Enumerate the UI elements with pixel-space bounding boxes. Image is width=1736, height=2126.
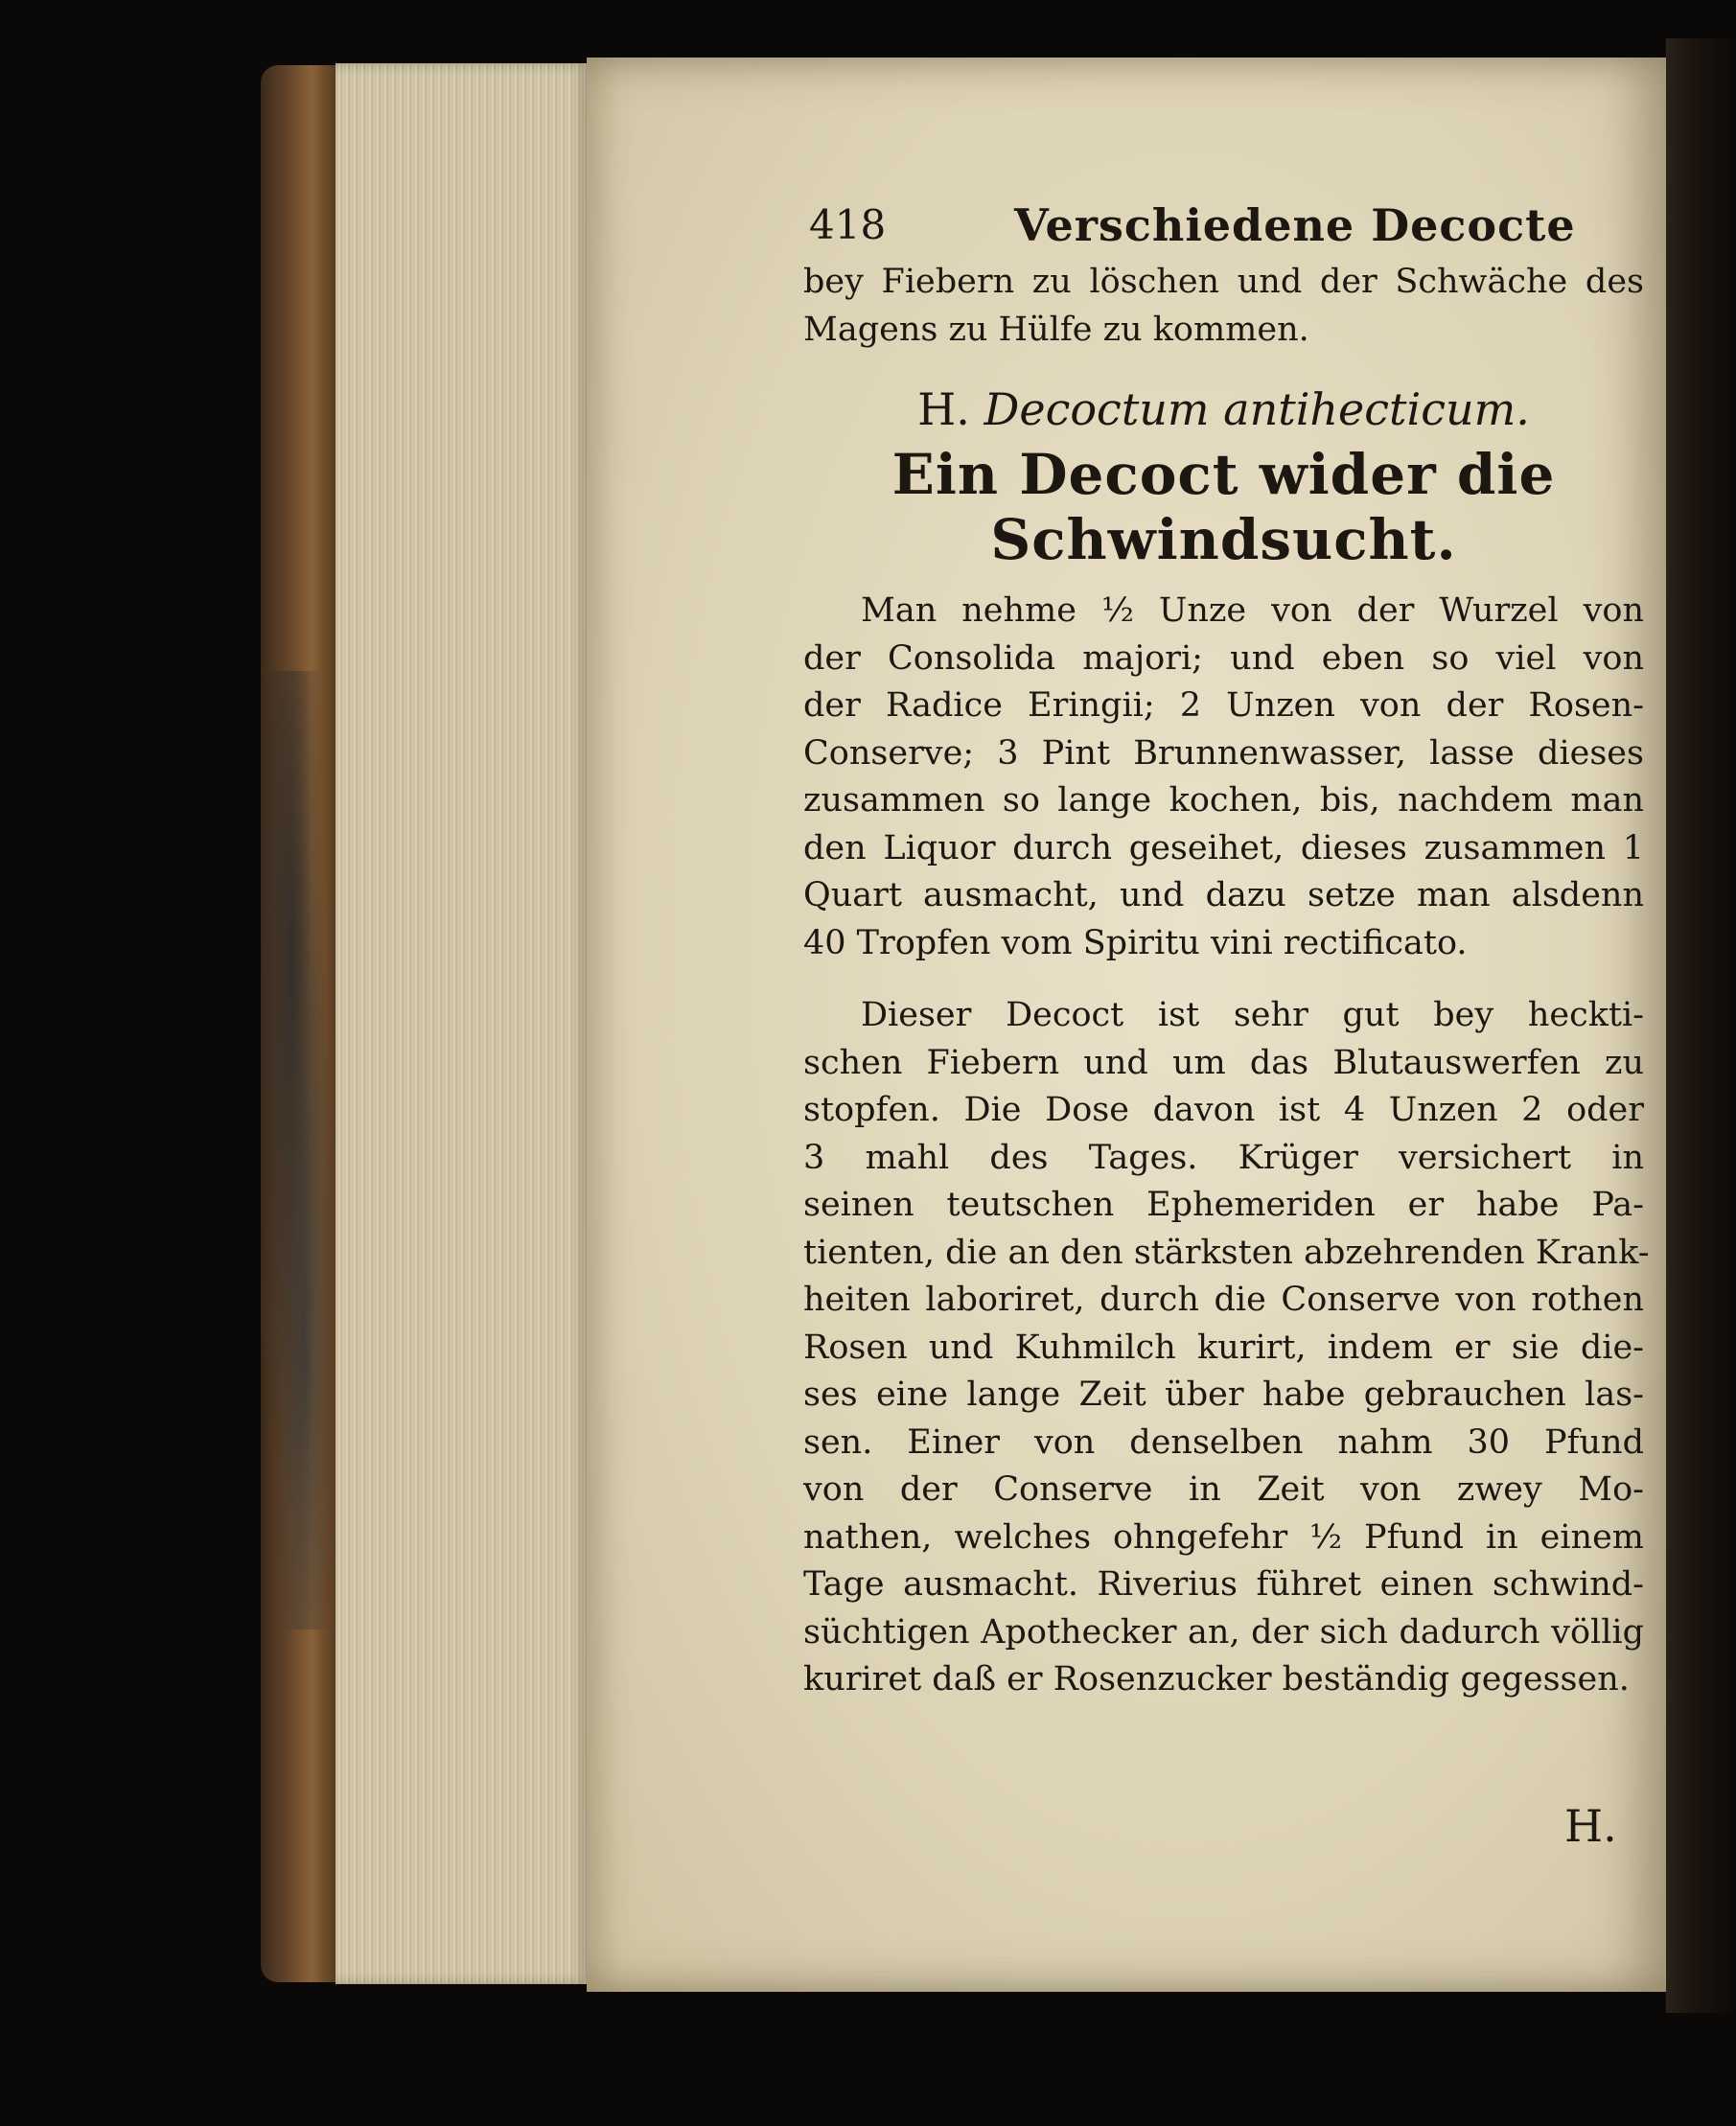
text-line: bey Fiebern zu löschen und der Schwäche des bbox=[803, 263, 1644, 301]
section-latin-title: Decoctum antihecticum. bbox=[984, 383, 1530, 435]
text-line: süchtigen Apothecker an, der sich dadurch völlig bbox=[803, 1612, 1644, 1652]
paragraph-2 bbox=[803, 992, 1650, 1704]
paragraph-1 bbox=[803, 588, 1644, 967]
text-line: der Radice Eringii; 2 Unzen von der Rosen- bbox=[803, 686, 1644, 725]
text-line: Man nehme ½ Unze von der Wurzel von bbox=[861, 591, 1644, 630]
text-line: schen Fiebern und um das Blutauswerfen zu bbox=[803, 1043, 1644, 1082]
text-line: von der Conserve in Zeit von zwey Mo- bbox=[803, 1470, 1644, 1509]
text-line: Rosen und Kuhmilch kurirt, indem er sie die- bbox=[803, 1328, 1644, 1367]
text-line: stopfen. Die Dose davon ist 4 Unzen 2 oder bbox=[803, 1091, 1644, 1129]
text-line: nathen, welches ohngefehr ½ Pfund in einem bbox=[803, 1517, 1644, 1557]
text-line: tienten, die an den stärksten abzehrenden Krank- bbox=[803, 1233, 1650, 1272]
section-heading-german: Ein Decoct wider die Schwindsucht. bbox=[891, 442, 1556, 572]
text-line: Dieser Decoct ist sehr gut bey heckti- bbox=[861, 996, 1644, 1034]
text-line: Conserve; 3 Pint Brunnenwasser, lasse dieses bbox=[803, 733, 1644, 773]
text-line: kuriret daß er Rosenzucker beständig gegessen. bbox=[803, 1660, 1630, 1698]
section-letter: H. bbox=[917, 383, 970, 435]
text-line: zusammen so lange kochen, bis, nachdem man bbox=[803, 781, 1644, 820]
text-line: seinen teutschen Ephemeriden er habe Pa- bbox=[803, 1186, 1644, 1224]
page-text bbox=[803, 192, 1650, 1704]
running-head bbox=[803, 192, 1644, 259]
gutter-shadow bbox=[1666, 38, 1736, 2013]
running-title: Verschiedene Decocte bbox=[1014, 199, 1576, 251]
text-line: Magens zu Hülfe zu kommen. bbox=[803, 310, 1309, 349]
text-line: Tage ausmacht. Riverius führet einen schwind- bbox=[803, 1565, 1644, 1604]
catchword: H. bbox=[1564, 1800, 1617, 1852]
text-line: 40 Tropfen vom Spiritu vini rectificato. bbox=[803, 923, 1468, 962]
page-edges bbox=[336, 63, 590, 1984]
cover-mottling bbox=[265, 671, 332, 1629]
text-line: der Consolida majori; und eben so viel von bbox=[803, 638, 1644, 678]
text-line: Quart ausmacht, und dazu setze man alsdenn bbox=[803, 876, 1644, 914]
section-heading-latin bbox=[803, 381, 1644, 438]
continuation-text bbox=[803, 259, 1644, 354]
text-line: den Liquor durch geseihet, dieses zusammen 1 bbox=[803, 828, 1644, 867]
text-line: heiten laboriret, durch die Conserve von rothen bbox=[803, 1281, 1644, 1319]
text-line: ses eine lange Zeit über habe gebrauchen las- bbox=[803, 1375, 1644, 1414]
text-line: sen. Einer von denselben nahm 30 Pfund bbox=[803, 1422, 1644, 1462]
paragraph-gap bbox=[803, 967, 1644, 992]
text-line: 3 mahl des Tages. Krüger versichert in bbox=[803, 1138, 1644, 1177]
page-number: 418 bbox=[809, 201, 887, 248]
